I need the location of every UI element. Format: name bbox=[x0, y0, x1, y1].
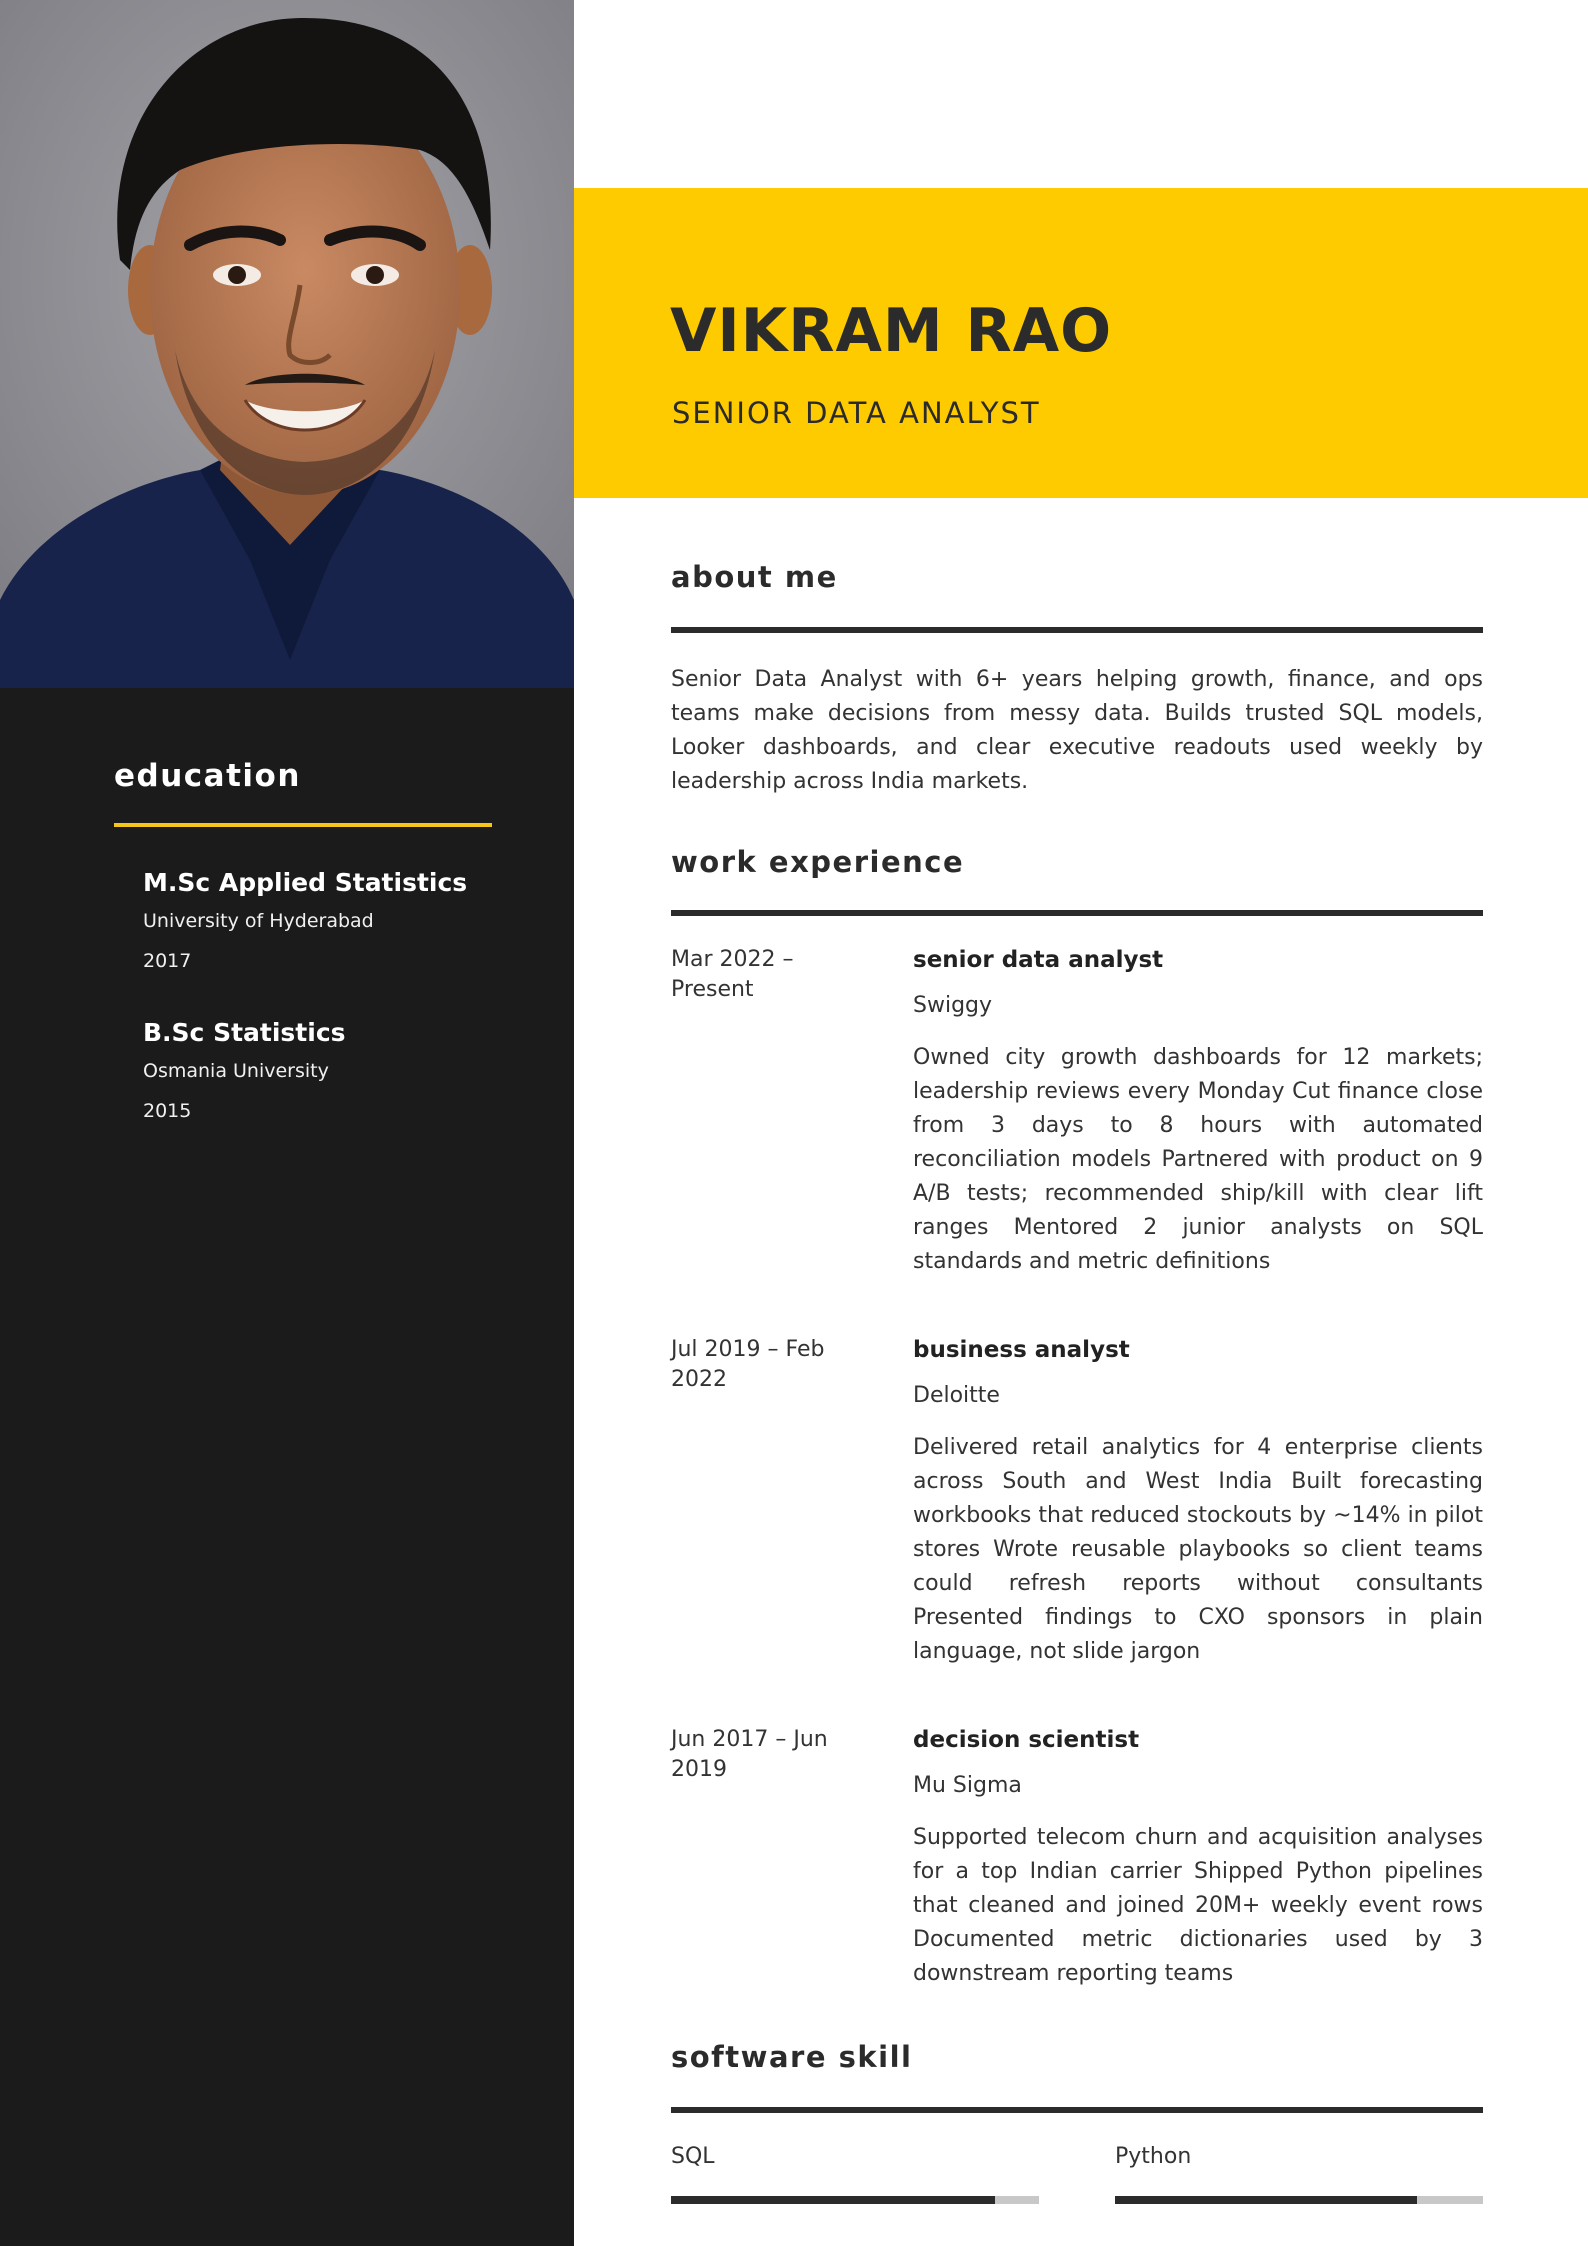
about-heading: about me bbox=[671, 560, 838, 594]
job-company: Swiggy bbox=[913, 993, 993, 1018]
skills-heading: software skill bbox=[671, 2040, 913, 2074]
job-position: senior data analyst bbox=[913, 947, 1164, 973]
education-degree: B.Sc Statistics bbox=[143, 1018, 346, 1047]
education-school: Osmania University bbox=[143, 1060, 329, 1082]
job-body bbox=[913, 1335, 1483, 1669]
job-description: Delivered retail analytics for 4 enterprise clients across South and West India Built forecasting workbooks that reduced stockouts by ~14% in pilot stores Wrote reusable playbooks so client teams could refresh reports without consultants Presented findings to CXO sponsors in plain language, not slide jargon bbox=[913, 1435, 1483, 1664]
education-item bbox=[143, 865, 492, 981]
skill-name: Python bbox=[1115, 2144, 1192, 2169]
experience-section bbox=[671, 845, 1483, 916]
profile-photo-illustration bbox=[0, 0, 574, 688]
about-divider bbox=[671, 627, 1483, 633]
profile-photo bbox=[0, 0, 574, 688]
skill-item bbox=[1115, 2142, 1483, 2204]
job-description: Owned city growth dashboards for 12 markets; leadership reviews every Monday Cut finance close from 3 days to 8 hours with automated reconciliation models Partnered with product on 9 A/B tests; recommended ship/kill with clear lift ranges Mentored 2 junior analysts on SQL standards and metric definitions bbox=[913, 1045, 1483, 1274]
job-company: Mu Sigma bbox=[913, 1773, 1022, 1798]
job-dates: Mar 2022 – Present bbox=[671, 947, 794, 1002]
skill-bar-track bbox=[671, 2196, 1039, 2204]
job-dates: Jul 2019 – Feb 2022 bbox=[671, 1337, 825, 1392]
experience-divider bbox=[671, 910, 1483, 916]
skill-item bbox=[671, 2142, 1039, 2204]
education-degree: M.Sc Applied Statistics bbox=[143, 868, 468, 897]
job-position: decision scientist bbox=[913, 1727, 1140, 1753]
candidate-name: VIKRAM RAO bbox=[670, 296, 1113, 366]
job-body bbox=[913, 1725, 1483, 1991]
education-school: University of Hyderabad bbox=[143, 910, 374, 932]
about-section bbox=[671, 560, 1483, 799]
education-item bbox=[143, 1015, 492, 1131]
job-title: SENIOR DATA ANALYST bbox=[672, 396, 1041, 430]
sidebar bbox=[0, 0, 574, 2246]
skill-name: SQL bbox=[671, 2144, 715, 2169]
skill-bar-fill bbox=[1115, 2196, 1417, 2204]
skills-divider bbox=[671, 2107, 1483, 2113]
job-description: Supported telecom churn and acquisition analyses for a top Indian carrier Shipped Python pipelines that cleaned and joined 20M+ weekly event rows Documented metric dictionaries used by 3 downstream reporting teams bbox=[913, 1825, 1483, 1986]
education-section bbox=[114, 758, 492, 1131]
skills-section bbox=[671, 2040, 1483, 2113]
job-dates: Jun 2017 – Jun 2019 bbox=[671, 1727, 828, 1782]
header-band bbox=[574, 188, 1588, 498]
skill-bar-fill bbox=[671, 2196, 995, 2204]
experience-heading: work experience bbox=[671, 845, 965, 879]
education-year: 2015 bbox=[143, 1100, 192, 1122]
about-text: Senior Data Analyst with 6+ years helping growth, finance, and ops teams make decisions from messy data. Builds trusted SQL models, Looker dashboards, and clear executive readouts used weekly by leadership across India markets. bbox=[671, 667, 1483, 794]
education-year: 2017 bbox=[143, 950, 192, 972]
job-body bbox=[913, 945, 1483, 1279]
education-heading: education bbox=[114, 758, 301, 794]
job-company: Deloitte bbox=[913, 1383, 1000, 1408]
skill-bar-track bbox=[1115, 2196, 1483, 2204]
job-position: business analyst bbox=[913, 1337, 1130, 1363]
education-divider bbox=[114, 823, 492, 827]
